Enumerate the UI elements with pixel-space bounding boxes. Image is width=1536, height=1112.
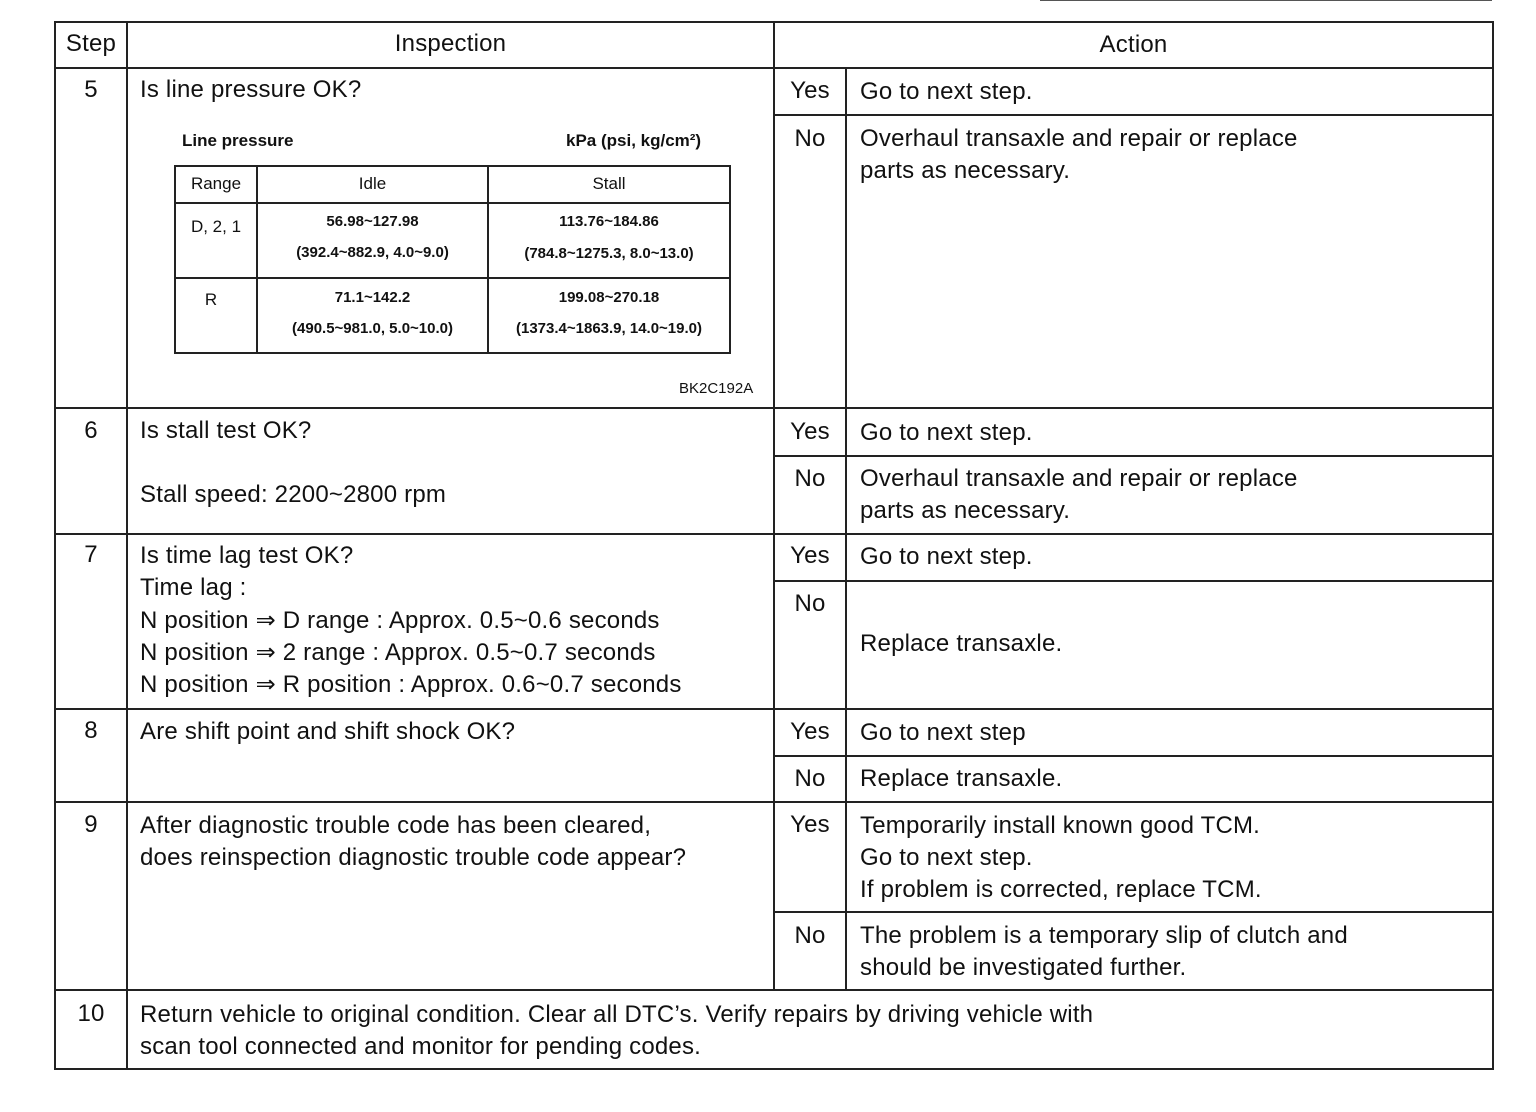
inspection-text: N position ⇒ R position : Approx. 0.6~0.7 seconds: [140, 671, 682, 698]
no-action: parts as necessary.: [860, 157, 1071, 184]
stall-value: 199.08~270.18: [558, 289, 660, 306]
yes-label: Yes: [790, 811, 830, 838]
inspection-text: Time lag :: [140, 574, 247, 601]
yes-action: Go to next step.: [860, 419, 1033, 446]
header-inspection: Inspection: [394, 30, 507, 57]
inspection-text: Is time lag test OK?: [140, 542, 354, 569]
action-divider: [774, 755, 1494, 757]
header-action: Action: [1099, 31, 1168, 58]
col-range: Range: [190, 174, 242, 193]
action-divider: [774, 455, 1494, 457]
stall-value: (784.8~1275.3, 8.0~13.0): [524, 245, 694, 262]
no-action: Overhaul transaxle and repair or replace: [860, 125, 1298, 152]
step-number: 9: [84, 811, 98, 838]
line-pressure-unit: kPa (psi, kg/cm²): [566, 131, 702, 150]
no-label: No: [794, 125, 826, 152]
yes-label: Yes: [790, 718, 830, 745]
yes-action: Temporarily install known good TCM.: [860, 812, 1261, 839]
yes-label: Yes: [790, 418, 830, 445]
no-action: parts as necessary.: [860, 497, 1071, 524]
range-value: R: [204, 290, 218, 309]
figure-code: BK2C192A: [679, 380, 754, 397]
idle-value: (490.5~981.0, 5.0~10.0): [292, 320, 453, 337]
inspection-text: scan tool connected and monitor for pending codes.: [140, 1033, 702, 1060]
inspection-text: Return vehicle to original condition. Clear all DTC’s. Verify repairs by driving vehicle with: [140, 1001, 1094, 1028]
inspection-text: N position ⇒ D range : Approx. 0.5~0.6 seconds: [140, 607, 660, 634]
subtable-border: [729, 165, 731, 354]
inspection-text: Are shift point and shift shock OK?: [140, 718, 516, 745]
stall-value: 113.76~184.86: [559, 213, 659, 230]
action-divider: [774, 114, 1494, 116]
range-value: D, 2, 1: [190, 217, 242, 236]
inspection-text: Is line pressure OK?: [140, 76, 362, 103]
no-label: No: [794, 922, 826, 949]
action-divider: [774, 911, 1494, 913]
step-number: 6: [84, 417, 98, 444]
yesno-column-border: [845, 67, 847, 990]
table-bottom-border: [54, 1068, 1494, 1070]
table-right-border: [1492, 21, 1494, 1070]
no-label: No: [794, 590, 826, 617]
inspection-text: After diagnostic trouble code has been cleared,: [140, 812, 652, 839]
yes-label: Yes: [790, 77, 830, 104]
idle-value: 71.1~142.2: [334, 289, 411, 306]
step-number: 5: [84, 76, 98, 103]
inspection-text: N position ⇒ 2 range : Approx. 0.5~0.7 seconds: [140, 639, 656, 666]
stall-value: (1373.4~1863.9, 14.0~19.0): [516, 320, 702, 337]
step-number: 8: [84, 717, 98, 744]
inspection-column-border: [773, 21, 775, 990]
no-action: Replace transaxle.: [860, 765, 1063, 792]
yes-label: Yes: [790, 542, 830, 569]
idle-value: (392.4~882.9, 4.0~9.0): [296, 244, 449, 261]
stall-speed-spec: Stall speed: 2200~2800 rpm: [140, 481, 447, 508]
yes-action: Go to next step: [860, 719, 1026, 746]
idle-value: 56.98~127.98: [326, 213, 419, 230]
step-number: 7: [84, 541, 98, 568]
no-action: Replace transaxle.: [860, 630, 1063, 657]
yes-action: Go to next step.: [860, 844, 1033, 871]
line-pressure-title: Line pressure: [182, 131, 294, 150]
no-action: Overhaul transaxle and repair or replace: [860, 465, 1298, 492]
inspection-text: Is stall test OK?: [140, 417, 312, 444]
yes-action: Go to next step.: [860, 543, 1033, 570]
page-top-rule: [1040, 0, 1492, 1]
no-label: No: [794, 465, 826, 492]
no-action: should be investigated further.: [860, 954, 1187, 981]
yes-action: Go to next step.: [860, 78, 1033, 105]
col-stall: Stall: [592, 174, 626, 193]
action-divider: [774, 580, 1494, 582]
header-step: Step: [65, 30, 117, 57]
yes-action: If problem is corrected, replace TCM.: [860, 876, 1262, 903]
no-label: No: [794, 765, 826, 792]
inspection-text: does reinspection diagnostic trouble code appear?: [140, 844, 687, 871]
no-action: The problem is a temporary slip of clutch and: [860, 922, 1348, 949]
step-number: 10: [77, 1000, 105, 1027]
col-idle: Idle: [358, 174, 387, 193]
step-column-border: [126, 21, 128, 1070]
